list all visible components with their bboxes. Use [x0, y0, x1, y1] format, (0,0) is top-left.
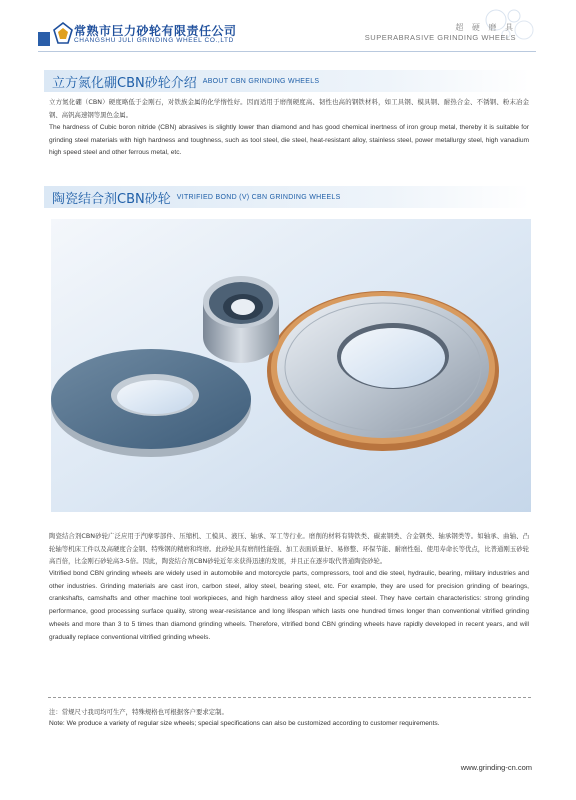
vitrified-cbn-text-en: Vitrified bond CBN grinding wheels are widely used in automobile and motorcycle parts, compressors, tool and die steel, hydraulic, bearing, military industries and other industries. Grinding materials are cast iron, carbon steel, alloy steel, bearing steel, etc. For example, they are used for precision grinding of bearings, crankshafts, camshafts and other machine tool workpieces, and high hardness alloy steel and special steel. They have certain characteristics: strong grinding performance, good processing surface quality, strong wear-resistance and long lifespan which lasts one hundred times longer than conventional vitrified grinding wheels and more than 3 to 5 times than diamond grinding wheels. Therefore, vitrified bond CBN grinding wheels have rapidly developed in recent years, and will gradually replace conventional vitrified grinding wheels.	[49, 570, 529, 641]
vitrified-cbn-text-cn: 陶瓷结合剂CBN砂轮广泛应用于汽摩零部件、压缩机、工模具、液压、轴承、军工等行业。磨削的材料有铸铁类、碳素钢类、合金钢类、轴承钢类等。如轴承、曲轴、凸轮轴等机床工件以及高硬度合金钢、特殊钢的精磨和终磨。此砂轮具有磨削性能强、加工表面质量好、易修整、环保节能、耐磨性强、使用寿命长等优点，比普通刚玉砂轮高百倍，比金刚石砂轮高3-5倍。因此，陶瓷结合剂CBN砂轮近年来获得迅速的发展，并且正在逐步取代普通陶瓷砂轮。	[49, 532, 529, 566]
footer-divider	[48, 697, 531, 698]
small-cup-wheel	[203, 276, 279, 363]
section-title-about-cbn	[44, 70, 530, 92]
header-divider	[38, 51, 536, 52]
section-title-vitrified-cbn	[44, 186, 530, 208]
footer-note-cn: 注：常规尺寸我司均可生产，特殊规格也可根据客户要求定制。	[49, 708, 228, 716]
section-title-en: VITRIFIED BOND (V) CBN GRINDING WHEELS	[176, 193, 341, 201]
header-accent-bar	[38, 32, 50, 46]
section-title-cn: 立方氮化硼CBN砂轮介绍	[52, 75, 197, 91]
blue-vitrified-wheel	[51, 349, 251, 457]
footer-note-en: Note: We produce a variety of regular size wheels; special specifications can also be customized according to customer requirements.	[49, 720, 440, 727]
about-cbn-text-en: The hardness of Cubic boron nitride (CBN) abrasives is slightly lower than diamond and has good chemical inertness of iron group metal, thereby it is suitable for grinding steel materials with high hardness and toughness, such as tool steel, die steel, heat-resistant alloy, stainless steel, power metallurgy steel, high vanadium high speed steel and other ferrous metal, etc.	[49, 124, 529, 157]
section-title-cn: 陶瓷结合剂CBN砂轮	[52, 191, 171, 207]
company-name-en: CHANGSHU JULI GRINDING WHEEL CO.,LTD	[74, 37, 234, 44]
tagline-en: SUPERABRASIVE GRINDING WHEELS	[364, 33, 516, 42]
page-header	[0, 0, 576, 58]
website-link[interactable]: www.grinding-cn.com	[460, 763, 532, 772]
tagline-cn: 超 硬 磨 具	[455, 23, 516, 32]
about-cbn-text-cn: 立方氮化硼（CBN）硬度略低于金刚石，对铁族金属的化学惰性好。因而适用于磨削硬度高、韧性也高的钢铁材料，如工具钢、模具钢、耐热合金、不锈钢、粉末冶金钢、高钒高速钢等黑色金属。	[49, 98, 529, 119]
large-cbn-wheel	[267, 291, 499, 451]
grinding-wheels-photo	[51, 219, 531, 512]
company-name-cn: 常熟市巨力砂轮有限责任公司	[74, 24, 237, 38]
section-title-en: ABOUT CBN GRINDING WHEELS	[202, 77, 320, 85]
company-logo-icon	[53, 22, 73, 44]
